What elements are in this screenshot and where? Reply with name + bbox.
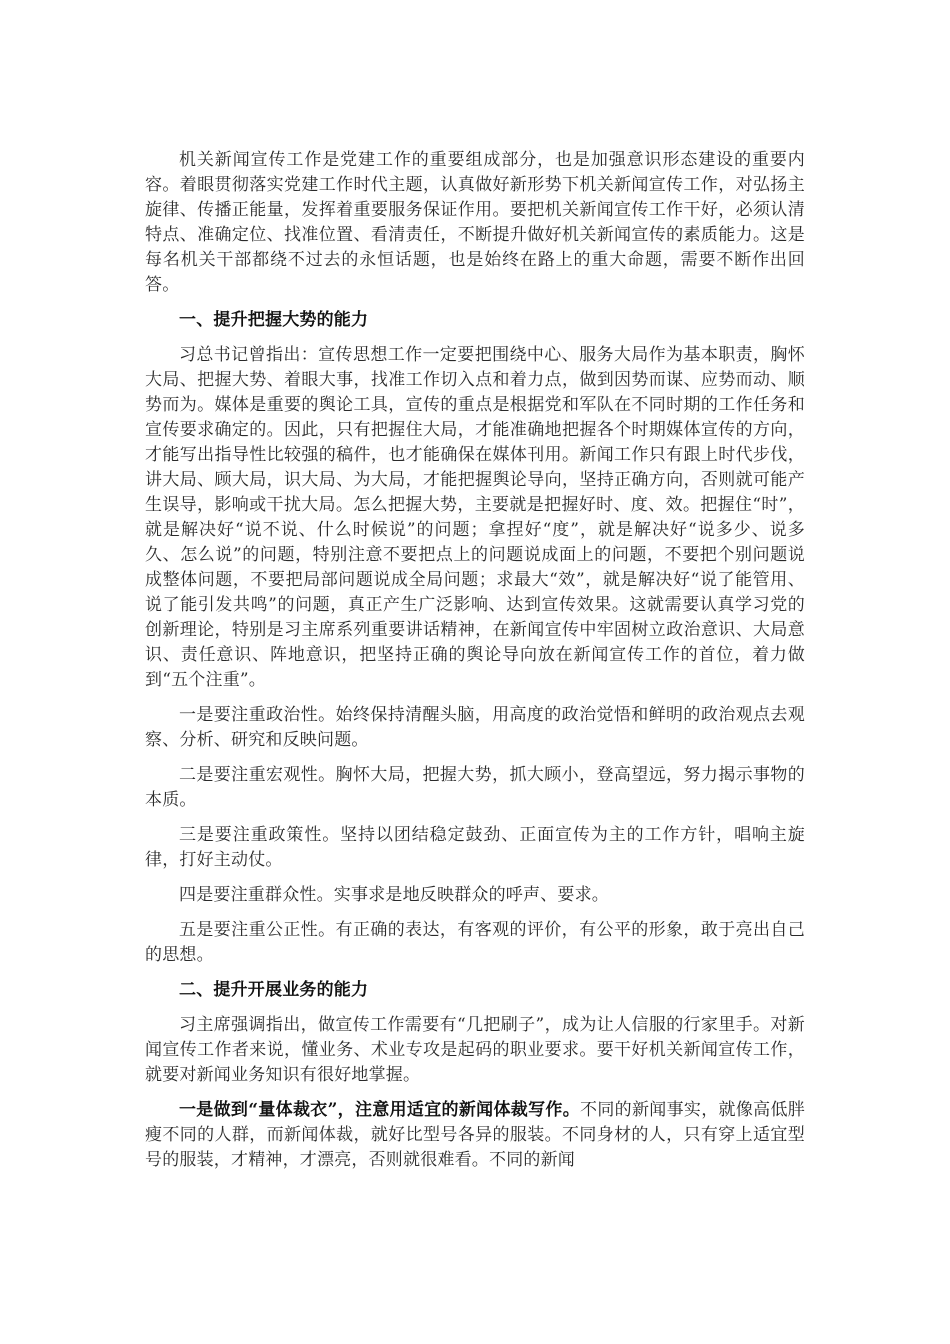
section2-paragraph: 习主席强调指出，做宣传工作需要有“几把刷子”，成为让人信服的行家里手。对新闻宣传工作者来说，懂业务、术业专攻是起码的职业要求。要干好机关新闻宣传工作，就要对新闻业务知识有很好地掌握。 bbox=[145, 1015, 805, 1085]
intro-paragraph: 机关新闻宣传工作是党建工作的重要组成部分，也是加强意识形态建设的重要内容。着眼贯彻落实党建工作时代主题，认真做好新形势下机关新闻宣传工作，对弘扬主旋律、传播正能量，发挥着重要服务保证作用。要把机关新闻宣传工作干好，必须认清特点、准确定位、找准位置、看清责任，不断提升做好机关新闻宣传的素质能力。这是每名机关干部都绕不过去的永恒话题，也是始终在路上的重大命题，需要不断作出回答。 bbox=[145, 150, 805, 295]
genre-body-text: 不同的新闻事实，就像高低胖瘦不同的人群，而新闻体裁，就好比型号各异的服装。不同身材的人，只有穿上适宜型号的服装，才精神，才漂亮，否则就很难看。不同的新闻 bbox=[145, 1100, 805, 1170]
point-policy: 三是要注重政策性。坚持以团结稳定鼓劲、正面宣传为主的工作方针，唱响主旋律，打好主动仗。 bbox=[145, 825, 805, 870]
genre-paragraph bbox=[145, 1098, 805, 1173]
section1-paragraph: 习总书记曾指出：宣传思想工作一定要把围绕中心、服务大局作为基本职责，胸怀大局、把握大势、着眼大事，找准工作切入点和着力点，做到因势而谋、应势而动、顺势而为。媒体是重要的舆论工具，宣传的重点是根据党和军队在不同时期的工作任务和宣传要求确定的。因此，只有把握住大局，才能准确地把握各个时期媒体宣传的方向，才能写出指导性比较强的稿件，也才能确保在媒体刊用。新闻工作只有跟上时代步伐，讲大局、顾大局，识大局、为大局，才能把握舆论导向，坚持正确方向，否则就可能产生误导，影响或干扰大局。怎么把握大势，主要就是把握好时、度、效。把握住“时”，就是解决好“说不说、什么时候说”的问题；拿捏好“度”，就是解决好“说多少、说多久、怎么说”的问题，特别注意不要把点上的问题说成面上的问题，不要把个别问题说成整体问题，不要把局部问题说成全局问题；求最大“效”，就是解决好“说了能管用、说了能引发共鸣”的问题，真正产生广泛影响、达到宣传效果。这就需要认真学习党的创新理论，特别是习主席系列重要讲话精神，在新闻宣传中牢固树立政治意识、大局意识、责任意识、阵地意识，把坚持正确的舆论导向放在新闻宣传工作的首位，着力做到“五个注重”。 bbox=[145, 345, 805, 690]
point-macro: 二是要注重宏观性。胸怀大局，把握大势，抓大顾小，登高望远，努力揭示事物的本质。 bbox=[145, 765, 805, 810]
point-fairness: 五是要注重公正性。有正确的表达，有客观的评价，有公平的形象，敢于亮出自己的思想。 bbox=[145, 920, 805, 965]
point-political: 一是要注重政治性。始终保持清醒头脑，用高度的政治觉悟和鲜明的政治观点去观察、分析、研究和反映问题。 bbox=[145, 705, 805, 750]
genre-lead-text: 一是做到“量体裁衣”，注意用适宜的新闻体裁写作。 bbox=[179, 1100, 581, 1120]
section-heading-1: 一、提升把握大势的能力 bbox=[179, 310, 369, 330]
section-heading-2: 二、提升开展业务的能力 bbox=[179, 980, 369, 1000]
document-page bbox=[145, 148, 805, 1183]
point-mass: 四是要注重群众性。实事求是地反映群众的呼声、要求。 bbox=[179, 885, 609, 905]
